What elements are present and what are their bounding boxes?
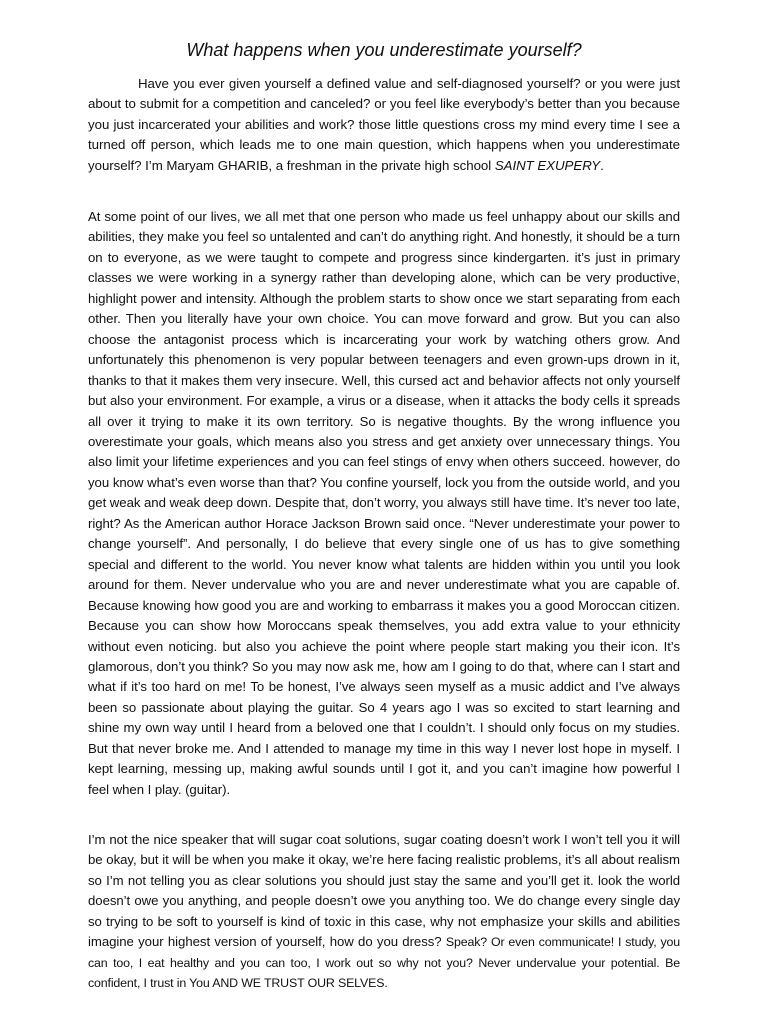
intro-paragraph bbox=[88, 74, 680, 176]
school-name: SAINT EXUPERY bbox=[494, 157, 601, 173]
document-title: What happens when you underestimate yourself? bbox=[186, 40, 582, 60]
intro-end: . bbox=[600, 157, 604, 173]
closing-paragraph bbox=[88, 830, 680, 994]
closing-text: I’m not the nice speaker that will sugar coat solutions, sugar coating doesn’t work I won’t tell you it will be okay, but it will be when you make it okay, we’re here facing realistic problems, it’s all about realism so I’m not telling you as clear solutions you should just stay the same and you’ll get it. look the world doesn’t owe you anything, and people doesn’t owe you anything too. We do change every single day so trying to be soft to yourself is kind of toxic in this case, why not emphasize your skills and abilities imagine your highest version of yourself, how do you dress? bbox=[88, 832, 680, 950]
closing-tail: Speak? Or even communicate! I study, you can too, I eat healthy and you can too, I work out so why not you? Never undervalue your potential. Be confident, I trust in You AND WE TRUST OUR SELVES. bbox=[88, 935, 680, 991]
body-paragraph: At some point of our lives, we all met that one person who made us feel unhappy about our skills and abilities, they make you feel so untalented and can’t do anything right. And honestly, it should be a turn on to everyone, as we were taught to compete and progress since kindergarten. it’s just in primary classes we were working in a synergy rather than developing alone, which can be very productive, highlight power and intensity. Although the problem starts to show once we start separating from each other. Then you literally have your own choice. You can move forward and grow. But you can also choose the antagonist process which is incarcerating your work by watching others grow. And unfortunately this phenomenon is very popular between teenagers and even grown-ups drown in it, thanks to that it makes them very insecure. Well, this cursed act and behavior affects not only yourself but also your environment. For example, a virus or a disease, when it attacks the body cells it spreads all over it trying to make it its own territory. So is negative thoughts. By the wrong influence you overestimate your goals, which means also you stress and get anxiety over unnecessary things. You also limit your lifetime experiences and you can feel stings of envy when others succeed. however, do you know what’s even worse than that? You confine yourself, lock you from the outside world, and you get weak and weak deep down. Despite that, don’t worry, you always still have time. It’s never too late, right? As the American author Horace Jackson Brown said once. “Never underestimate your power to change yourself”. And personally, I do believe that every single one of us has to give something special and different to the world. You never know what talents are hidden within you until you look around for them. Never undervalue who you are and never underestimate what you are capable of. Because knowing how good you are and working to embarrass it makes you a good Moroccan citizen. Because you can show how Moroccans speak themselves, you add extra value to your ethnicity without even noticing. but also you achieve the point where people start making you their icon. It’s glamorous, don’t you think? So you may now ask me, how am I going to do that, where can I start and what if it’s too hard on me! To be honest, I’ve always seen myself as a music addict and I’ve always been so passionate about playing the guitar. So 4 years ago I was so excited to start learning and shine my own way until I heard from a beloved one that I couldn’t. I should only focus on my studies. But that never broke me. And I attended to manage my time in this way I never lost hope in myself. I kept learning, messing up, making awful sounds until I got it, and you can’t imagine how powerful I feel when I play. (guitar). bbox=[88, 209, 680, 797]
intro-text: Have you ever given yourself a defined value and self-diagnosed yourself? or you were just about to submit for a competition and canceled? or you feel like everybody’s better than you because you just incarcerated your abilities and work? those little questions cross my mind every time I see a turned off person, which leads me to one main question, which happens when you underestimate yourself? I’m Maryam GHARIB, a freshman in the private high school bbox=[88, 76, 680, 173]
